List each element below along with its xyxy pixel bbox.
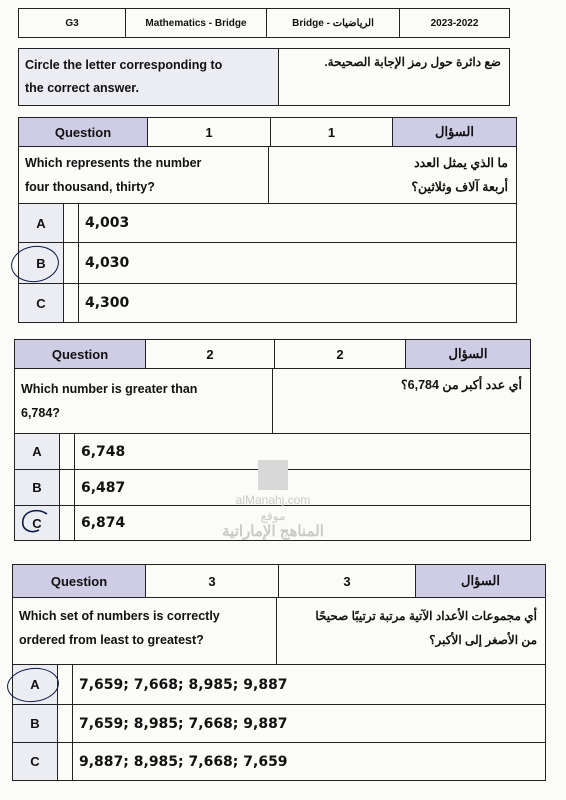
option-spacer [58,743,73,780]
question-label-ar: السؤال [406,340,530,368]
question-number-en: 2 [146,340,275,368]
question-label-en: Question [13,565,146,597]
question-text-ar-line1: أي عدد أكبر من 6,784؟ [401,378,522,392]
option-spacer [60,470,75,505]
option-spacer [64,204,79,242]
question-number-ar: 1 [271,118,393,146]
option-letter[interactable]: B [13,705,58,742]
question-header [12,564,546,598]
answer-option[interactable] [13,665,545,704]
answer-option[interactable] [13,704,545,742]
option-letter-text: B [36,255,46,271]
instruction-en [19,49,279,105]
option-value: 7,659; 8,985; 7,668; 9,887 [79,715,288,732]
option-letter[interactable] [13,665,58,704]
question-header [14,339,531,369]
question-text-ar-line1: أي مجموعات الأعداد الآتية مرتبة ترتيبًا صحيحًا [315,609,537,623]
option-spacer [64,284,79,322]
question-block-1 [18,117,517,323]
option-spacer [64,243,79,283]
option-value: 6,748 [81,443,126,460]
option-letter[interactable] [15,506,60,540]
answer-option[interactable] [13,742,545,780]
option-value: 6,874 [81,515,126,531]
option-value: 7,659; 7,668; 8,985; 9,887 [79,676,288,693]
question-label-en: Question [15,340,146,368]
question-text-ar [269,147,516,203]
pen-circle-mark [17,508,53,538]
answer-option[interactable] [19,283,516,322]
watermark-url: alManahj.com [235,493,311,507]
question-text-en-line2: ordered from least to greatest? [19,633,204,647]
answer-option[interactable] [19,204,516,242]
answer-option[interactable] [19,242,516,283]
question-text-en-line2: 6,784? [21,406,60,420]
pen-circle-mark [9,243,62,285]
question-text-ar [273,369,530,433]
option-letter[interactable]: A [15,434,60,469]
instruction-en-line1: Circle the letter corresponding to [25,58,223,72]
question-text-en-line1: Which set of numbers is correctly [19,609,220,623]
question-text-en [13,598,277,664]
pen-circle-mark [5,665,60,704]
option-letter[interactable] [19,243,64,283]
subject-mix: Bridge - الرياضيات [267,9,400,37]
option-letter[interactable]: A [19,204,64,242]
watermark-logo-icon [258,460,288,490]
question-text-ar-line2: أربعة آلاف وثلاثين؟ [411,180,508,194]
question-text-ar-line1: ما الذي يمثل العدد [414,156,508,170]
question-header [18,117,517,147]
question-number-ar: 3 [279,565,416,597]
option-spacer [60,434,75,469]
option-letter-text: C [32,515,42,531]
question-label-ar: السؤال [393,118,516,146]
question-label-ar: السؤال [416,565,545,597]
grade-label: G3 [19,9,126,37]
option-value: 4,030 [85,255,130,271]
question-number-ar: 2 [275,340,406,368]
question-text-ar-line2: من الأصغر إلى الأكبر؟ [429,633,537,647]
question-label-en: Question [19,118,148,146]
question-text-ar [277,598,545,664]
answer-options [18,204,517,323]
question-text-row [12,598,546,665]
question-text-row [14,369,531,434]
option-spacer [58,705,73,742]
option-value: 4,003 [85,215,130,231]
option-letter[interactable]: C [19,284,64,322]
instruction-ar: ضع دائرة حول رمز الإجابة الصحيحة. [324,55,501,69]
option-letter[interactable]: C [13,743,58,780]
question-text-row [18,147,517,204]
question-block-3 [12,564,546,781]
question-text-en-line2: four thousand, thirty? [25,180,155,194]
instruction-en-line2: the correct answer. [25,81,139,95]
option-value: 9,887; 8,985; 7,668; 7,659 [79,753,288,770]
question-text-en [19,147,269,203]
subject-en: Mathematics - Bridge [126,9,267,37]
instruction-box [18,48,510,106]
question-text-en-line1: Which number is greater than [21,382,198,396]
worksheet-header [18,8,510,38]
option-letter-text: A [30,677,40,692]
watermark-site-name: المناهج الإماراتية [222,523,324,540]
option-value: 6,487 [81,479,126,496]
question-number-en: 3 [146,565,279,597]
watermark-line2: موقع [260,509,286,523]
school-year: 2023-2022 [430,17,479,29]
question-text-en-line1: Which represents the number [25,156,202,170]
option-spacer [60,506,75,540]
watermark [208,460,338,540]
question-text-en [15,369,273,433]
option-value: 4,300 [85,295,130,311]
option-letter[interactable]: B [15,470,60,505]
question-number-en: 1 [148,118,271,146]
answer-options [12,665,546,781]
option-spacer [58,665,73,704]
